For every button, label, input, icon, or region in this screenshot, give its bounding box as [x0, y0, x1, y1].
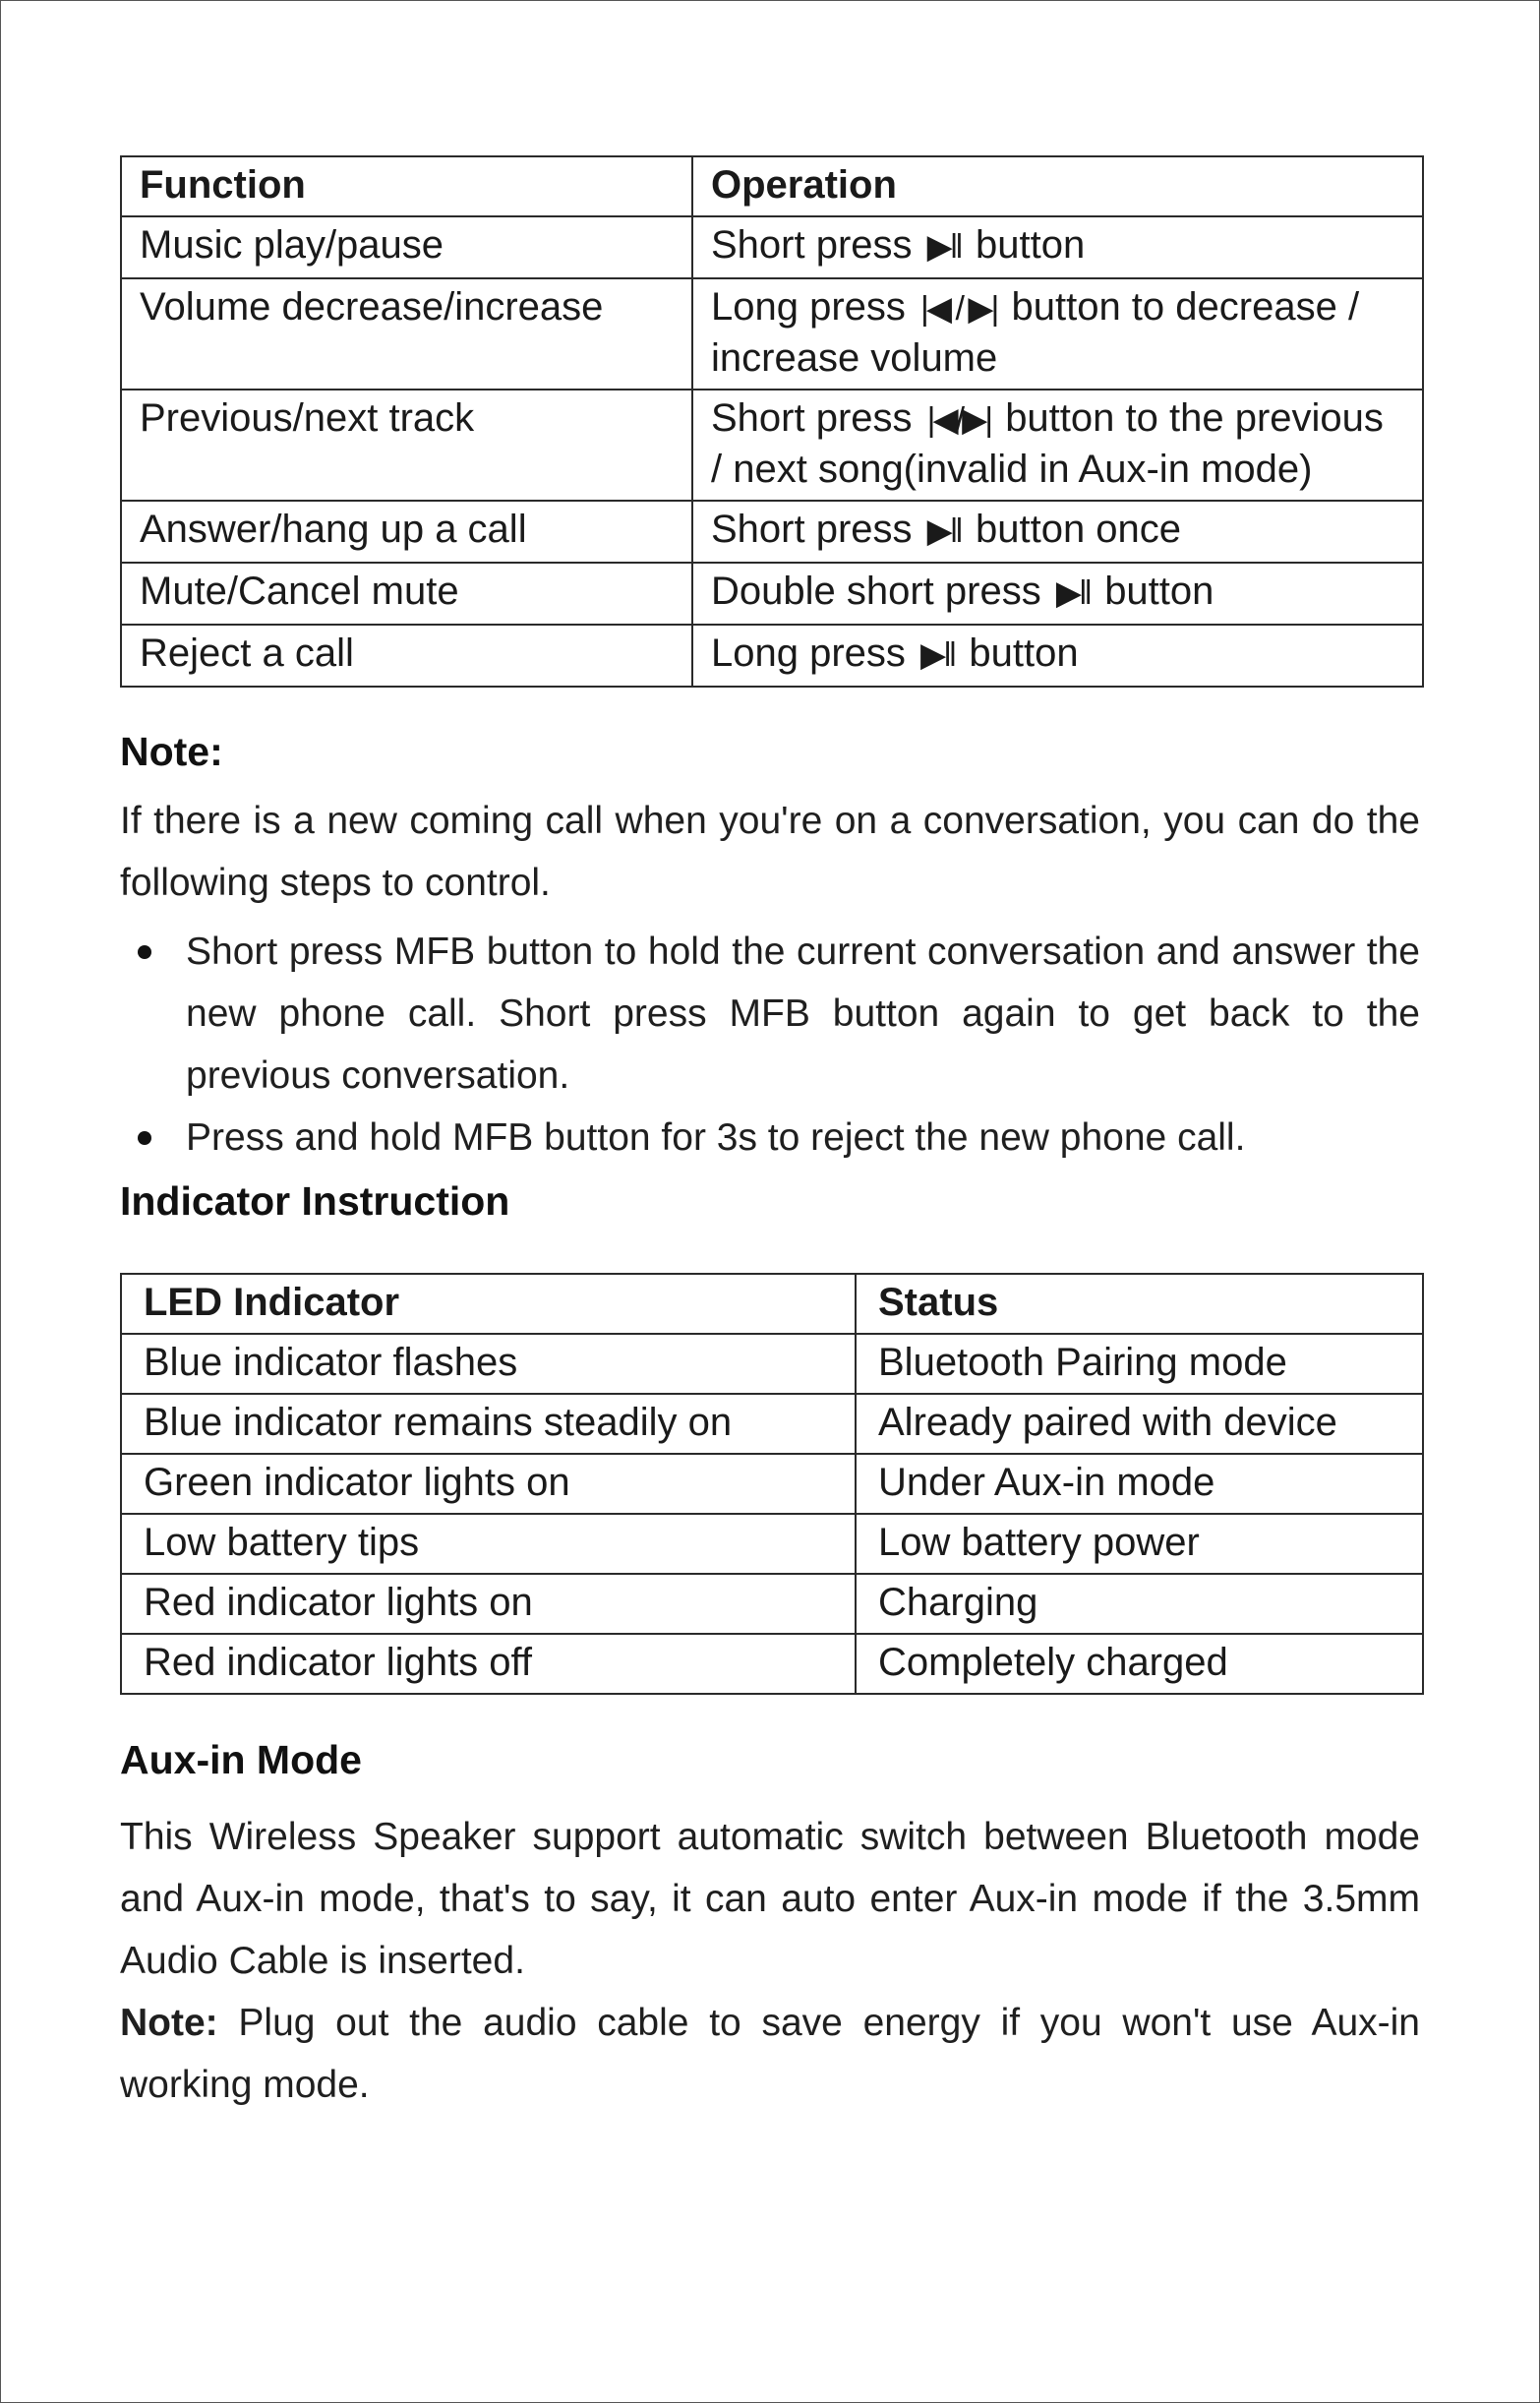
operation-cell: Long press ▶‖ button [692, 625, 1423, 687]
list-item: Short press MFB button to hold the current conversation and answer the new phone call. Short press MFB button again to get back to the previous conversation. [186, 921, 1420, 1107]
status-cell: Already paired with device [856, 1394, 1423, 1454]
table-row [121, 625, 1423, 687]
header-status: Status [856, 1274, 1423, 1334]
led-cell: Red indicator lights off [121, 1634, 856, 1694]
function-cell: Previous/next track [121, 390, 692, 501]
led-cell: Blue indicator remains steadily on [121, 1394, 856, 1454]
function-cell: Volume decrease/increase [121, 278, 692, 390]
note-bullet-list [186, 921, 1420, 1169]
function-cell: Mute/Cancel mute [121, 563, 692, 625]
status-cell: Bluetooth Pairing mode [856, 1334, 1423, 1394]
function-cell: Music play/pause [121, 216, 692, 278]
previous-next-icon: |◀/▶| [926, 401, 991, 439]
operation-cell: Short press |◀/▶| button to the previous / next song(invalid in Aux-in mode) [692, 390, 1423, 501]
table-header-row [121, 1274, 1423, 1334]
function-table [120, 155, 1424, 688]
function-cell: Answer/hang up a call [121, 501, 692, 563]
header-function: Function [121, 156, 692, 216]
led-cell: Red indicator lights on [121, 1574, 856, 1634]
play-pause-icon: ▶‖ [926, 512, 961, 550]
operation-cell: Short press ▶‖ button once [692, 501, 1423, 563]
operation-cell: Double short press ▶‖ button [692, 563, 1423, 625]
led-cell: Green indicator lights on [121, 1454, 856, 1514]
indicator-table [120, 1273, 1424, 1695]
function-cell: Reject a call [121, 625, 692, 687]
led-cell: Low battery tips [121, 1514, 856, 1574]
table-row [121, 1574, 1423, 1634]
table-row [121, 1394, 1423, 1454]
play-pause-icon: ▶‖ [1055, 574, 1091, 612]
status-cell: Low battery power [856, 1514, 1423, 1574]
status-cell: Under Aux-in mode [856, 1454, 1423, 1514]
operation-cell: Short press ▶‖ button [692, 216, 1423, 278]
table-row [121, 1514, 1423, 1574]
indicator-heading: Indicator Instruction [120, 1178, 510, 1224]
aux-heading: Aux-in Mode [120, 1737, 362, 1782]
play-pause-icon: ▶‖ [926, 228, 961, 266]
status-cell: Charging [856, 1574, 1423, 1634]
table-row [121, 278, 1423, 390]
table-header-row [121, 156, 1423, 216]
header-operation: Operation [692, 156, 1423, 216]
status-cell: Completely charged [856, 1634, 1423, 1694]
aux-note [120, 1992, 1420, 2116]
table-row [121, 216, 1423, 278]
table-row [121, 390, 1423, 501]
table-row [121, 563, 1423, 625]
play-pause-icon: ▶‖ [920, 636, 955, 674]
table-row [121, 501, 1423, 563]
operation-cell: Long press |◀ / ▶| button to decrease / increase volume [692, 278, 1423, 390]
aux-note-label: Note: [120, 2002, 218, 2044]
aux-note-text: Plug out the audio cable to save energy if you won't use Aux-in working mode. [120, 2002, 1420, 2106]
previous-next-icon: |◀ / ▶| [920, 290, 997, 328]
header-led-indicator: LED Indicator [121, 1274, 856, 1334]
table-row [121, 1334, 1423, 1394]
list-item: Press and hold MFB button for 3s to reject the new phone call. [186, 1107, 1420, 1169]
table-row [121, 1634, 1423, 1694]
aux-body: This Wireless Speaker support automatic switch between Bluetooth mode and Aux-in mode, that's to say, it can auto enter Aux-in mode if the 3.5mm Audio Cable is inserted. [120, 1816, 1420, 1982]
led-cell: Blue indicator flashes [121, 1334, 856, 1394]
note-intro: If there is a new coming call when you're on a conversation, you can do the following steps to control. [120, 800, 1420, 904]
note-heading: Note: [120, 729, 223, 774]
table-row [121, 1454, 1423, 1514]
